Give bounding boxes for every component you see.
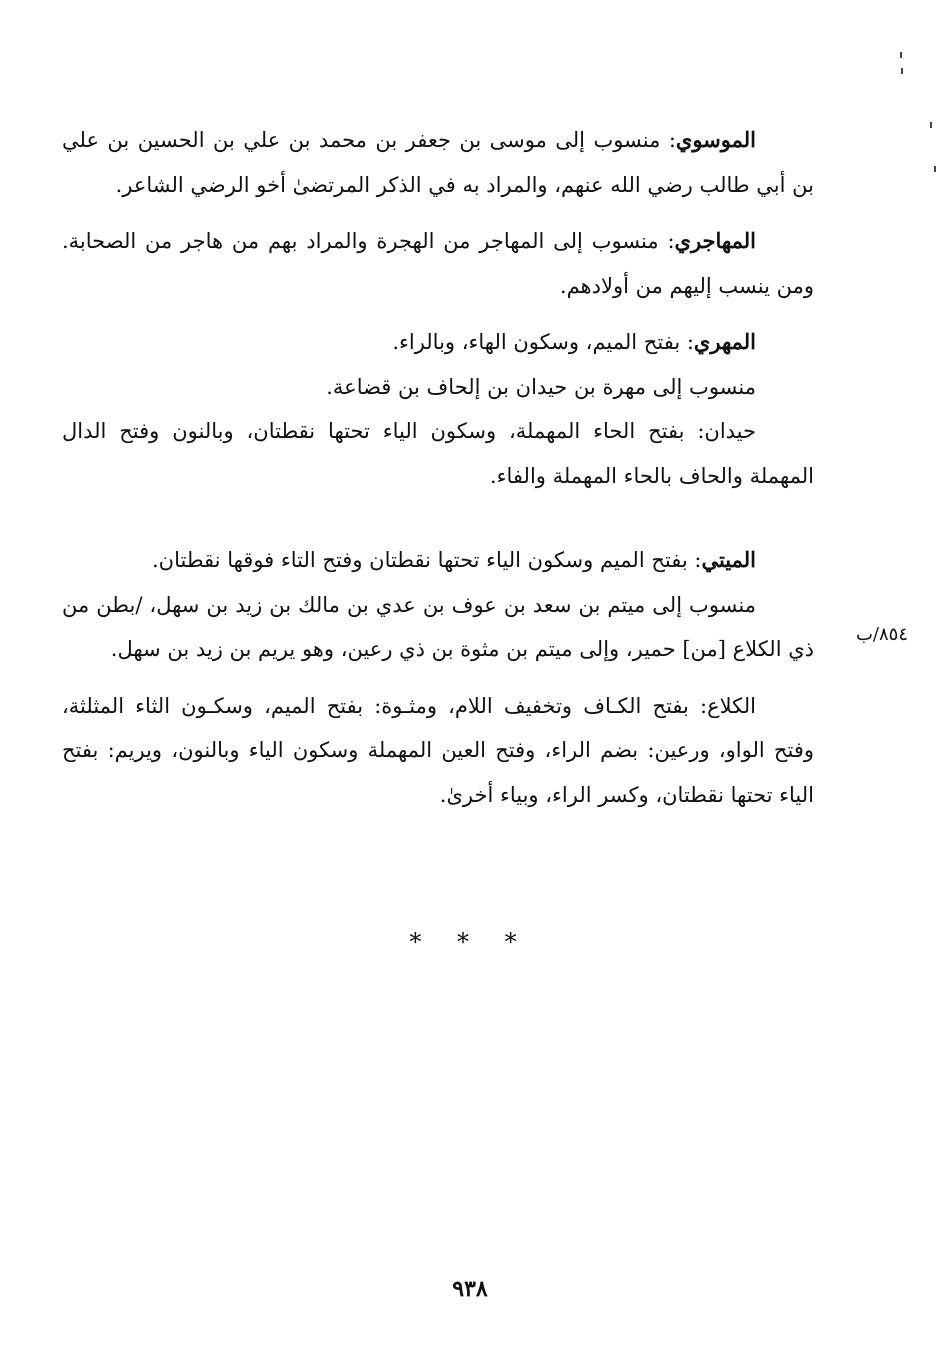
entry-line: منسوب إلى مهرة بن حيدان بن إلحاف بن قضاعة. [326,374,756,399]
spacer [62,510,814,538]
entry-body: : بفتح الميم وسكون الياء تحتها نقطتان وفتح التاء فوقها نقطتان. [152,548,702,572]
main-text [62,118,814,829]
entry-mahri [62,320,814,498]
entry-muhajiri [62,219,814,308]
entry-line: حيدان: بفتح الحاء المهملة، وسكون الياء تحتها نقطتان، وبالنون وفتح الدال المهملة والحاف بالحاء المهملة والفاء. [62,419,814,488]
headword: الميتي [701,547,756,572]
entry-line: منسوب إلى ميتم بن سعد بن عوف بن عدي بن مالك بن زيد بن سهل، /بطن من ذي الكلاع [من] حمير، وإلى ميتم بن مثوة بن ذي رعين، وهو يريم بن زيد بن سهل. [62,592,814,661]
entry-paragraph [62,538,814,583]
entry-paragraph [62,320,814,365]
edge-mark [901,68,903,74]
entry-body: : منسوب إلى موسى بن جعفر بن محمد بن علي بن الحسين بن علي بن أبي طالب رضي الله عنهم، والمراد به في الذكر المرتضىٰ أخو الرضي الشاعر. [62,128,814,197]
headword: الموسوي [675,127,756,152]
edge-mark [934,166,936,172]
entry-paragraph [62,118,814,207]
section-divider: * * * [409,928,531,956]
manuscript-folio-note: ٨٥٤/ب [855,624,908,645]
entry-body: : بفتح الميم، وسكون الهاء، وبالراء. [392,330,694,354]
entry-mayti [62,538,814,817]
headword: المهاجري [674,228,756,253]
entry-body: : منسوب إلى المهاجر من الهجرة والمراد بهم من هاجر من الصحابة. ومن ينسب إليهم من أولادهم. [62,229,814,298]
entry-paragraph [62,219,814,308]
page-number: ٩٣٨ [452,1276,488,1302]
entry-line: الكلاع: بفتح الكـاف وتخفيف اللام، ومثـوة: بفتح الميم، وسكـون الثاء المثلثة، وفتح الواو، ورعين: بضم الراء، وفتح العين المهملة وسكون الياء وبالنون، ويريم: بفتح الياء تحتها نقطتان، وكسر الراء، وبياء أخرىٰ. [62,693,814,807]
edge-mark [900,52,902,58]
headword: المهري [693,329,756,354]
edge-mark [930,122,932,128]
entry-mousawi [62,118,814,207]
